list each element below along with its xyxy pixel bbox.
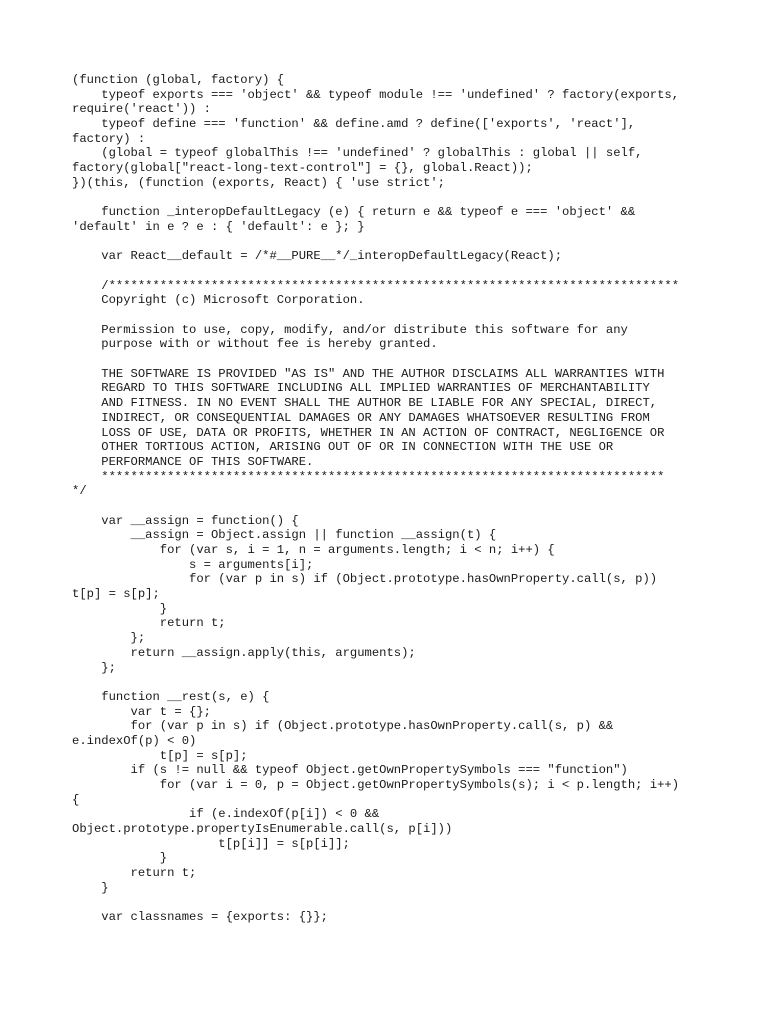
code-line: t[p[i]] = s[p[i]]; [72, 836, 350, 851]
code-line [72, 235, 752, 250]
code-line: function _interopDefaultLegacy (e) { return e && typeof e === 'object' && [72, 205, 636, 220]
code-line: typeof define === 'function' && define.amd ? define(['exports', 'react'], [72, 117, 636, 132]
code-line: purpose with or without fee is hereby granted. [72, 337, 438, 352]
code-line: REGARD TO THIS SOFTWARE INCLUDING ALL IMPLIED WARRANTIES OF MERCHANTABILITY [72, 381, 650, 396]
code-line: for (var s, i = 1, n = arguments.length; i < n; i++) { [72, 543, 555, 557]
code-line: PERFORMANCE OF THIS SOFTWARE. [72, 454, 314, 469]
code-line: if (e.indexOf(p[i]) < 0 && [72, 807, 380, 822]
code-line: factory(global["react-long-text-control"] = {}, global.React)); [72, 161, 533, 176]
code-line: return __assign.apply(this, arguments); [72, 645, 416, 660]
code-line: s = arguments[i]; [72, 557, 314, 572]
code-line: t[p] = s[p]; [72, 748, 248, 763]
code-line [72, 191, 752, 206]
code-line: }; [72, 631, 146, 646]
code-line [72, 499, 752, 514]
code-line: e.indexOf(p) < 0) [72, 733, 197, 748]
code-line: typeof exports === 'object' && typeof module !== 'undefined' ? factory(exports, [72, 87, 680, 102]
code-line: for (var p in s) if (Object.prototype.hasOwnProperty.call(s, p) && [72, 719, 614, 734]
code-line: */ [72, 484, 87, 499]
code-line: var classnames = {exports: {}}; [72, 910, 328, 925]
code-line [72, 896, 752, 911]
code-line: for (var p in s) if (Object.prototype.hasOwnProperty.call(s, p)) [72, 572, 658, 587]
code-line: Copyright (c) Microsoft Corporation. [72, 293, 365, 308]
code-line: OTHER TORTIOUS ACTION, ARISING OUT OF OR IN CONNECTION WITH THE USE OR [72, 440, 614, 455]
code-line: return t; [72, 866, 197, 881]
code-line: 'default' in e ? e : { 'default': e }; } [72, 219, 365, 234]
code-line: Object.prototype.propertyIsEnumerable.call(s, p[i])) [72, 822, 453, 837]
code-line: { [72, 792, 80, 807]
code-line: LOSS OF USE, DATA OR PROFITS, WHETHER IN AN ACTION OF CONTRACT, NEGLIGENCE OR [72, 425, 665, 440]
code-line: })(this, (function (exports, React) { 'use strict'; [72, 175, 445, 190]
code-line [72, 308, 752, 323]
code-line [72, 352, 752, 367]
code-line: } [72, 851, 168, 866]
code-line: __assign = Object.assign || function __assign(t) { [72, 528, 497, 543]
code-line: } [72, 601, 168, 616]
code-line: var t = {}; [72, 704, 211, 719]
code-line: factory) : [72, 131, 146, 146]
code-line: ***************************************************************************** [72, 469, 665, 484]
code-line: var __assign = function() { [72, 513, 299, 528]
code-line: require('react')) : [72, 102, 211, 117]
code-line: /****************************************************************************** [72, 278, 680, 293]
code-line: return t; [72, 616, 226, 631]
code-line: t[p] = s[p]; [72, 587, 160, 602]
code-line [72, 264, 752, 279]
code-line: (global = typeof globalThis !== 'undefined' ? globalThis : global || self, [72, 146, 643, 161]
code-line: INDIRECT, OR CONSEQUENTIAL DAMAGES OR ANY DAMAGES WHATSOEVER RESULTING FROM [72, 410, 650, 425]
code-line: Permission to use, copy, modify, and/or distribute this software for any [72, 322, 628, 337]
code-line: function __rest(s, e) { [72, 689, 270, 704]
code-line: if (s != null && typeof Object.getOwnPropertySymbols === "function") [72, 763, 628, 778]
code-line: THE SOFTWARE IS PROVIDED "AS IS" AND THE AUTHOR DISCLAIMS ALL WARRANTIES WITH [72, 366, 665, 381]
code-line: } [72, 880, 109, 895]
code-listing [72, 73, 752, 925]
code-line: }; [72, 660, 116, 675]
code-line: var React__default = /*#__PURE__*/_interopDefaultLegacy(React); [72, 249, 563, 264]
code-line: for (var i = 0, p = Object.getOwnPropertySymbols(s); i < p.length; i++) [72, 778, 680, 792]
code-line: AND FITNESS. IN NO EVENT SHALL THE AUTHOR BE LIABLE FOR ANY SPECIAL, DIRECT, [72, 396, 658, 411]
code-line: (function (global, factory) { [72, 73, 285, 87]
code-line [72, 675, 752, 690]
